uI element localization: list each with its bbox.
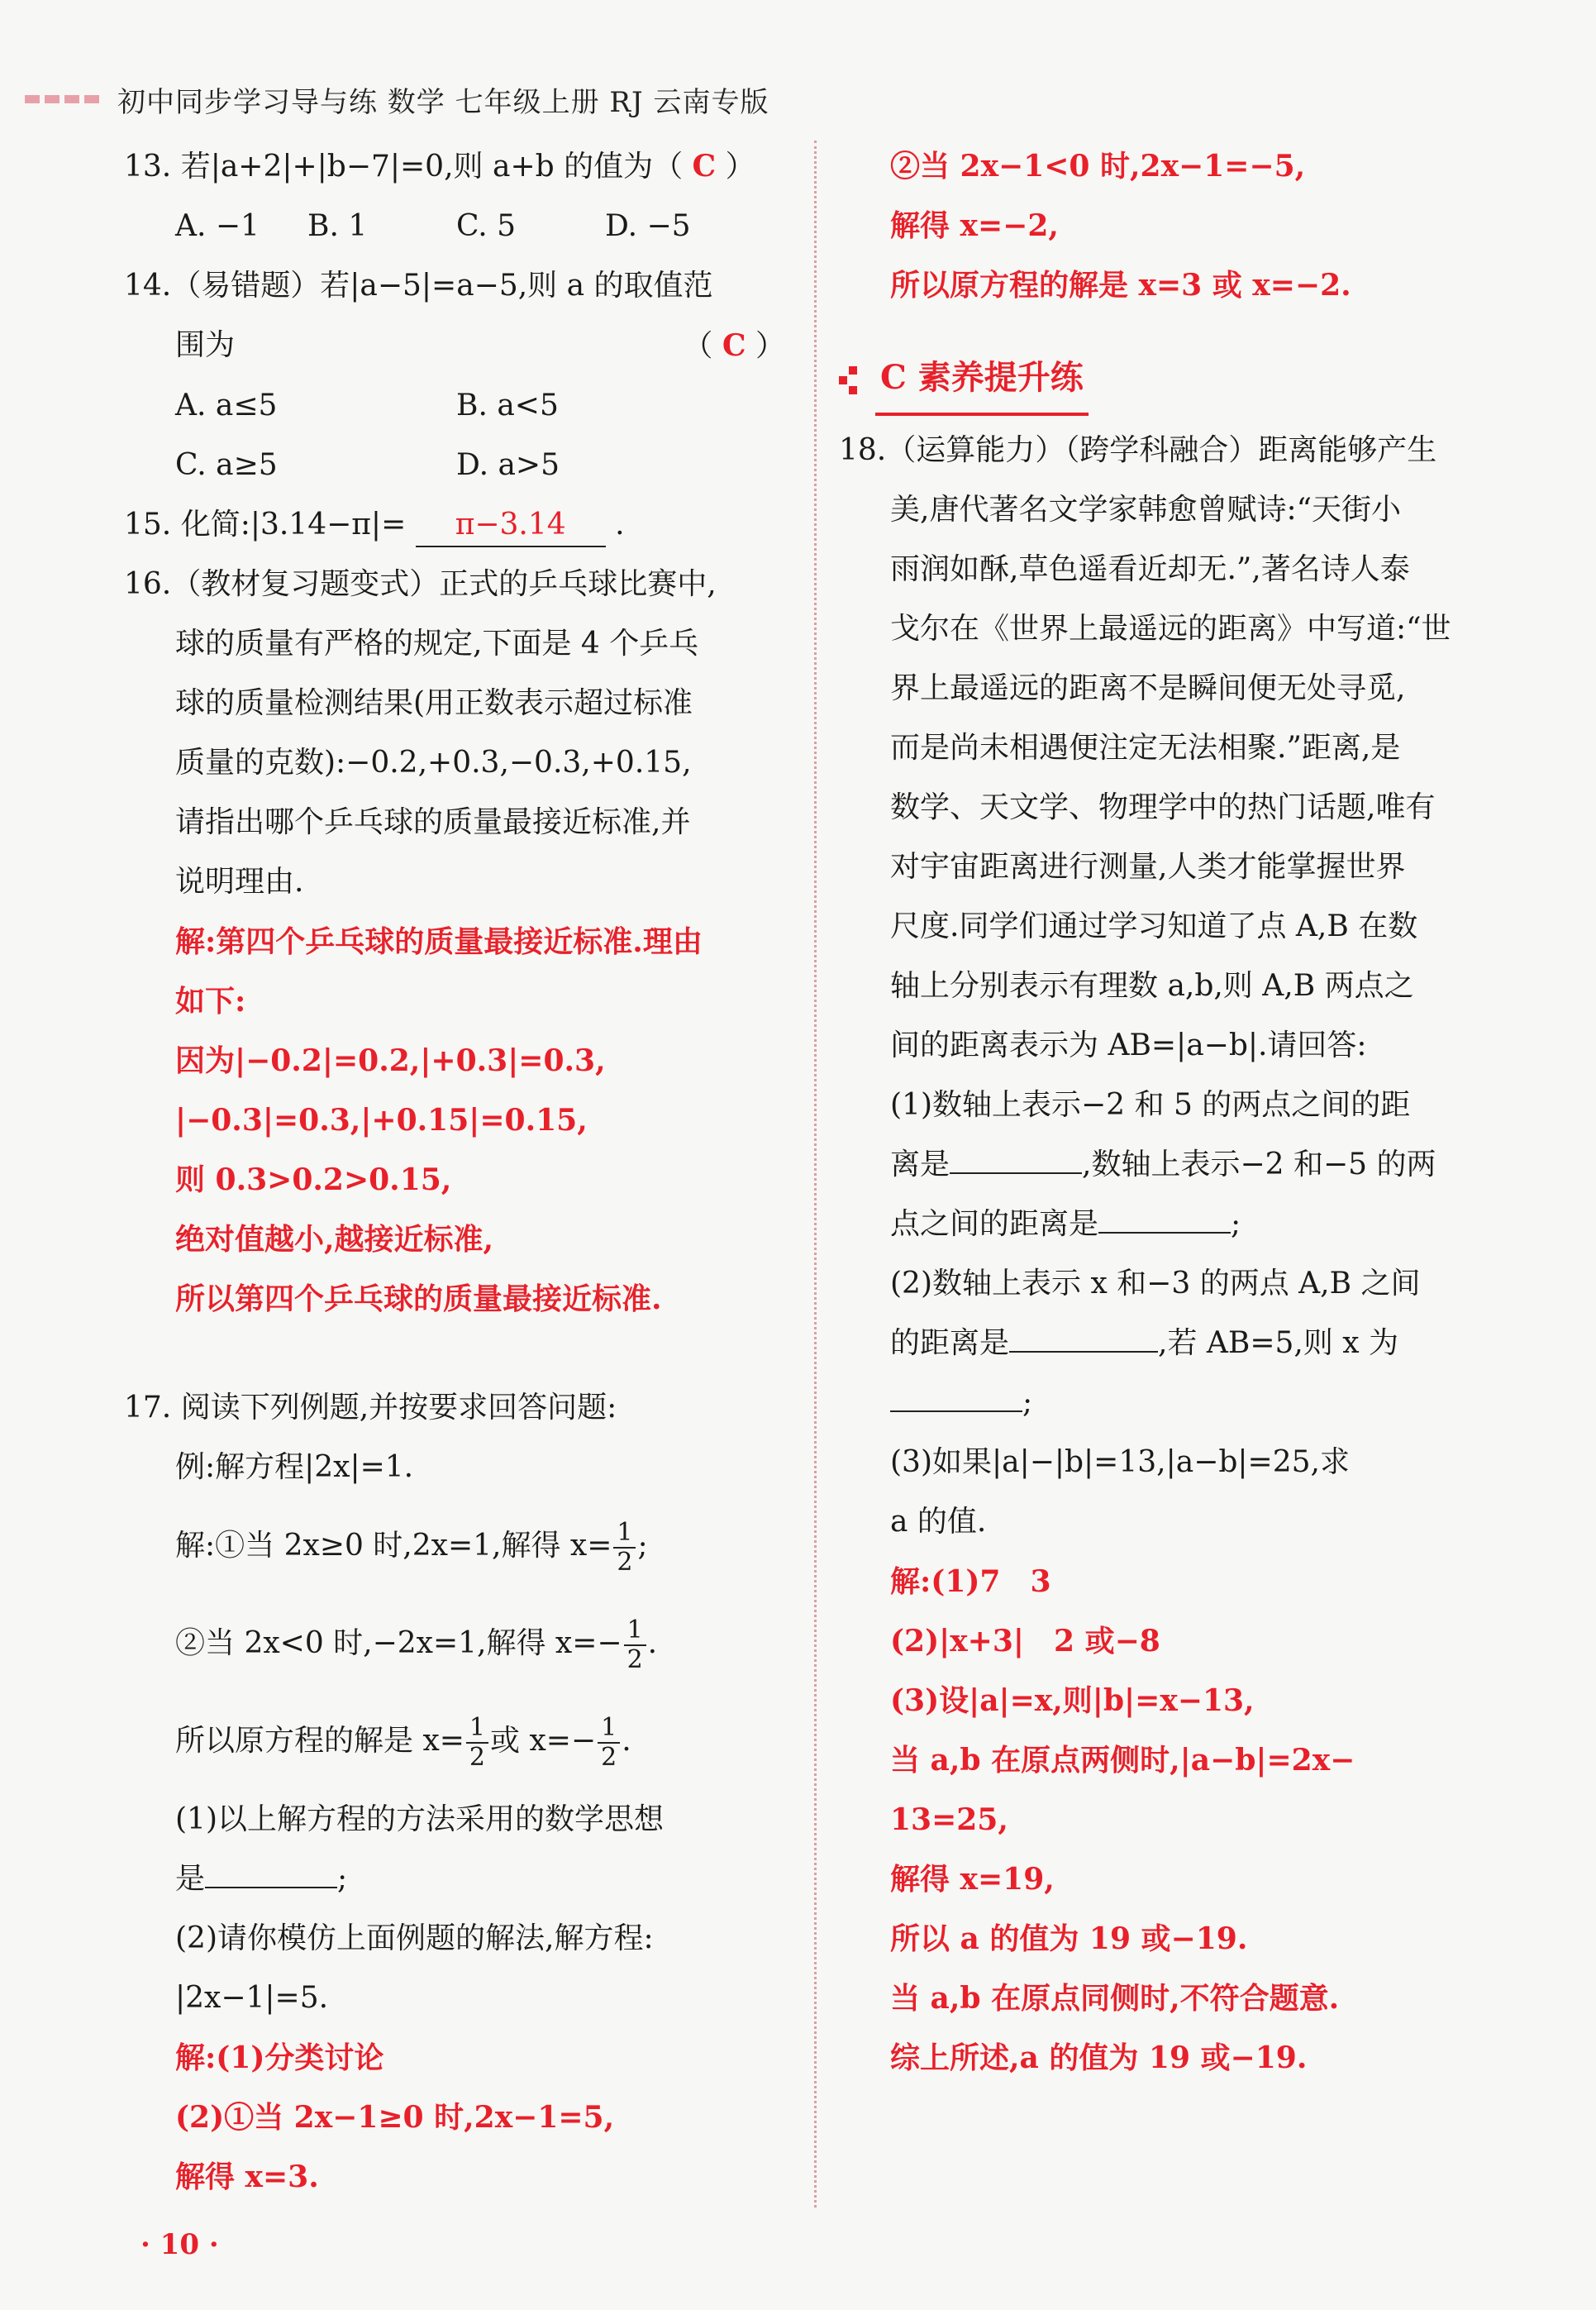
q17-sol-case1 (124, 1497, 785, 1595)
q15-answer: π−3.14 (416, 504, 606, 547)
question-13 (124, 136, 785, 256)
q16-line: 16.（教材复习题变式）正式的乒乓球比赛中, (124, 567, 717, 601)
q17-part1: (1)以上解方程的方法采用的数学思想 (175, 1802, 664, 1836)
q13-options (124, 197, 785, 256)
q18-line: 间的距离表示为 AB=|a−b|.请回答: (890, 1029, 1367, 1062)
question-15 (124, 495, 785, 555)
q18-part3: (3)如果|a|−|b|=13,|a−b|=25,求 (890, 1445, 1350, 1479)
q16-solution-line: 所以第四个乒乓球的质量最接近标准. (175, 1281, 662, 1316)
q16-solution-line: 第四个乒乓球的质量最接近标准.理由 (216, 924, 703, 959)
fraction-half (466, 1714, 488, 1772)
q18-solution-line: 解:(1)7 3 (890, 1564, 1051, 1599)
q17-part1-end: ; (337, 1862, 348, 1896)
q18-part1-text: ,数轴上表示−2 和−5 的两 (1082, 1148, 1436, 1181)
fraction-half (598, 1714, 620, 1772)
header-decoration (25, 95, 99, 103)
q17-example: 例:解方程|2x|=1. (175, 1450, 414, 1484)
q17-part1-blank (205, 1887, 337, 1888)
column-divider (814, 141, 817, 2207)
q14-options-row1 (124, 376, 785, 436)
q18-line: 尺度.同学们通过学习知道了点 A,B 在数 (890, 909, 1418, 943)
q18-line: 轴上分别表示有理数 a,b,则 A,B 两点之 (890, 969, 1414, 1003)
q17-solution-line: (2)①当 2x−1≥0 时,2x−1=5, (175, 2100, 615, 2135)
q16-solution-line: |−0.3|=0.3,|+0.15|=0.15, (175, 1103, 588, 1138)
q14-options-row2 (124, 436, 785, 495)
q18-solution-line: (3)设|a|=x,则|b|=x−13, (890, 1683, 1255, 1718)
right-column (839, 136, 1500, 2088)
q17-sol-case2-end: . (647, 1626, 658, 1660)
q17-sol-case2 (124, 1595, 785, 1692)
q16-solution-line: 因为|−0.2|=0.2,|+0.3|=0.3, (175, 1043, 606, 1078)
q18-line: 雨润如酥,草色遥看近却无.”,著名诗人泰 (890, 552, 1410, 586)
q18-line: 对宇宙距离进行测量,人类才能掌握世界 (890, 850, 1406, 884)
question-17 (124, 1378, 785, 2207)
q17-part2: (2)请你模仿上面例题的解法,解方程: (175, 1921, 654, 1955)
question-14 (124, 256, 785, 495)
fraction-denominator: 2 (626, 1645, 643, 1674)
q14-option-d: D. a>5 (456, 448, 560, 482)
q18-solution-line: 当 a,b 在原点两侧时,|a−b|=2x− (890, 1743, 1355, 1778)
q14-option-c: C. a≥5 (175, 448, 278, 482)
q13-option-c: C. 5 (456, 209, 517, 243)
q17-solution-line: (1)分类讨论 (216, 2040, 384, 2075)
q18-solution-line: (2)|x+3| 2 或−8 (890, 1624, 1160, 1659)
q17-sol-conclusion (124, 1692, 785, 1790)
q17-sol-case1-end: ; (637, 1529, 648, 1563)
left-column (124, 136, 785, 2207)
q16-line: 请指出哪个乒乓球的质量最接近标准,并 (175, 805, 691, 839)
q13-paren-close: ） (725, 150, 755, 184)
q16-line: 质量的克数):−0.2,+0.3,−0.3,+0.15, (175, 746, 692, 780)
q14-stem-cont: 围为 (175, 328, 236, 362)
fraction-denominator: 2 (601, 1743, 617, 1772)
q18-part1-blank-a (950, 1172, 1082, 1174)
q17-sol-conclusion-end: . (622, 1724, 631, 1758)
q18-line: 而是尚未相遇便注定无法相聚.”距离,是 (890, 731, 1401, 765)
q17-stem: 17. 阅读下列例题,并按要求回答问题: (124, 1391, 617, 1425)
fraction-numerator: 1 (598, 1714, 620, 1744)
q18-line: 界上最遥远的距离不是瞬间便无处寻觅, (890, 671, 1406, 705)
q17-sol-conclusion-text: 所以原方程的解是 x= (175, 1724, 465, 1758)
q18-part1-text: 离是 (890, 1148, 950, 1181)
q16-solution-line: 绝对值越小,越接近标准, (175, 1222, 494, 1257)
q17-sol-case2-text: ②当 2x<0 时,−2x=1,解得 x=− (175, 1626, 622, 1660)
fraction-half (624, 1616, 646, 1674)
q14-paren-close: ） (755, 329, 785, 363)
fraction-numerator: 1 (613, 1519, 636, 1549)
q18-solution-line: 当 a,b 在原点同侧时,不符合题意. (890, 1981, 1340, 2016)
question-16 (124, 555, 785, 1329)
q18-solution-line: 13=25, (890, 1802, 1008, 1837)
q18-part1-end: ; (1231, 1207, 1241, 1241)
q16-line: 球的质量检测结果(用正数表示超过标准 (175, 686, 693, 720)
q18-part3-cont: a 的值. (890, 1505, 987, 1539)
q13-option-a: A. −1 (175, 209, 260, 243)
q13-option-d: D. −5 (605, 209, 691, 243)
fraction-denominator: 2 (469, 1743, 486, 1772)
question-18 (839, 421, 1500, 2088)
fraction-denominator: 2 (617, 1548, 633, 1577)
section-heading (839, 345, 1500, 416)
fraction-half (613, 1519, 636, 1577)
q18-line: (1)数轴上表示−2 和 5 的两点之间的距 (890, 1088, 1411, 1122)
q17-solution-line: ②当 2x−1<0 时,2x−1=−5, (890, 149, 1306, 184)
q16-solution-line: 则 0.3>0.2>0.15, (175, 1162, 452, 1197)
q18-solution-line: 所以 a 的值为 19 或−19. (890, 1921, 1248, 1956)
q17-solution-line: 解得 x=−2, (890, 208, 1059, 243)
fraction-numerator: 1 (466, 1714, 488, 1744)
q14-option-b: B. a<5 (456, 389, 559, 422)
q16-solution-label: 解: (175, 924, 217, 959)
q18-solution-line: 解得 x=19, (890, 1862, 1055, 1897)
q18-part1-blank-b (1098, 1232, 1231, 1234)
q18-part2-text: 的距离是 (890, 1326, 1010, 1360)
q17-solution-line: 解得 x=3. (175, 2160, 319, 2194)
q16-line: 说明理由. (175, 865, 304, 899)
q13-option-b: B. 1 (307, 209, 368, 243)
q14-option-a: A. a≤5 (175, 389, 278, 422)
q17-part2-equation: |2x−1|=5. (175, 1981, 329, 2015)
section-dots-icon (839, 366, 867, 394)
q18-line: 戈尔在《世界上最遥远的距离》中写道:“世 (890, 612, 1451, 646)
q13-stem: 13. 若|a+2|+|b−7|=0,则 a+b 的值为（ (124, 150, 684, 184)
q14-stem: 14.（易错题）若|a−5|=a−5,则 a 的取值范 (124, 269, 713, 303)
q17-solution-line: 所以原方程的解是 x=3 或 x=−2. (890, 268, 1351, 303)
page-header (25, 74, 769, 124)
q18-part2-text: ,若 AB=5,则 x 为 (1158, 1326, 1399, 1360)
page-number: · 10 · (141, 2228, 219, 2261)
q13-answer: C (692, 149, 717, 184)
q18-line: 18.（运算能力）（跨学科融合）距离能够产生 (839, 433, 1437, 467)
q18-line: 数学、天文学、物理学中的热门话题,唯有 (890, 790, 1436, 824)
q18-part2: (2)数轴上表示 x 和−3 的两点 A,B 之间 (890, 1267, 1421, 1301)
q18-part2-end: ; (1022, 1386, 1033, 1420)
q18-part1-text: 点之间的距离是 (890, 1207, 1099, 1241)
q18-part2-blank-a (1009, 1351, 1158, 1353)
q16-line: 球的质量有严格的规定,下面是 4 个乒乓 (175, 627, 699, 661)
q14-paren-open: （ (683, 329, 713, 363)
q18-line: 美,唐代著名文学家韩愈曾赋诗:“天街小 (890, 493, 1401, 527)
header-title: 初中同步学习导与练 数学 七年级上册 RJ 云南专版 (117, 85, 769, 119)
q17-sol-case1-text: 解:①当 2x≥0 时,2x=1,解得 x= (175, 1529, 612, 1563)
q15-end: . (615, 508, 625, 542)
q14-answer: C (722, 328, 746, 363)
q15-stem: 15. 化简:|3.14−π|= (124, 508, 407, 542)
q18-solution-line: 综上所述,a 的值为 19 或−19. (890, 2040, 1308, 2075)
q16-solution-line: 如下: (175, 984, 246, 1019)
section-title: C 素养提升练 (875, 345, 1089, 416)
q17-sol-conclusion-mid: 或 x=− (490, 1724, 597, 1758)
q18-part2-blank-b (890, 1410, 1022, 1412)
fraction-numerator: 1 (624, 1616, 646, 1646)
q17-solution-label: 解: (175, 2040, 217, 2075)
q17-part1-cont: 是 (175, 1862, 206, 1896)
